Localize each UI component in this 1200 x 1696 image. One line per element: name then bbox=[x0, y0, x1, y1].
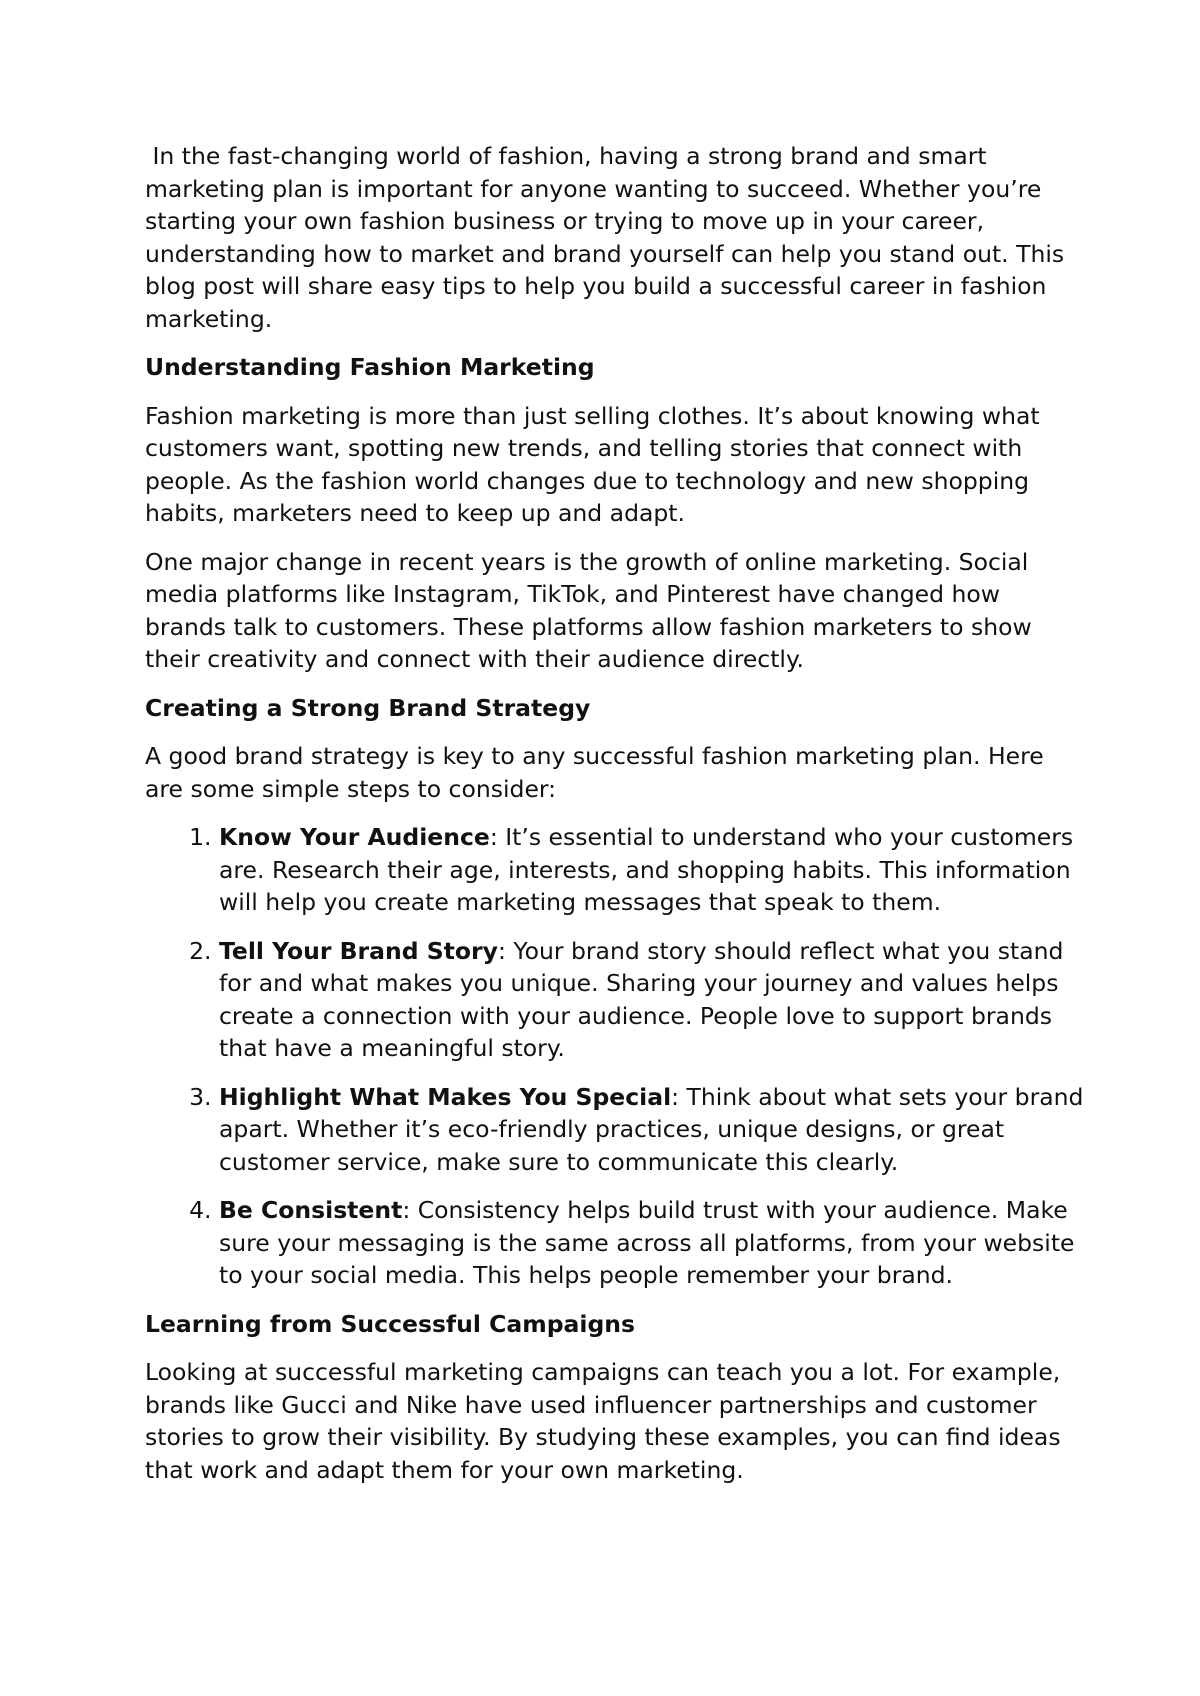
list-item-text: : Your brand story should reflect what you stand for and what makes you unique. Sharing your journey and values helps create a connection with your audience. People love to support brands that have a meaningful story. bbox=[219, 936, 1064, 1062]
list-item-text: : Consistency helps build trust with your audience. Make sure your messaging is the same across all platforms, from your website to your social media. This helps people remember your brand. bbox=[219, 1196, 1075, 1289]
list-item-title: Be Consistent bbox=[219, 1196, 403, 1224]
section-heading-brand-strategy: Creating a Strong Brand Strategy bbox=[145, 693, 591, 722]
list-item bbox=[219, 821, 1085, 919]
section-heading-campaigns: Learning from Successful Campaigns bbox=[145, 1309, 635, 1338]
list-item bbox=[219, 1194, 1085, 1292]
document-page bbox=[145, 140, 1085, 1502]
section-heading-understanding: Understanding Fashion Marketing bbox=[145, 353, 595, 381]
list-item bbox=[219, 1081, 1085, 1179]
body-paragraph: Looking at successful marketing campaigns can teach you a lot. For example, brands like Gucci and Nike have used influencer partnerships and customer stories to grow their visibility. By studying these examples, you can find ideas that work and adapt them for your own marketing. bbox=[145, 1358, 1061, 1484]
list-item bbox=[219, 935, 1085, 1065]
body-paragraph: One major change in recent years is the growth of online marketing. Social media platforms like Instagram, TikTok, and Pinterest have changed how brands talk to customers. These platforms allow fashion marketers to show their creativity and connect with their audience directly. bbox=[145, 547, 1032, 673]
body-paragraph: Fashion marketing is more than just selling clothes. It’s about knowing what customers want, spotting new trends, and telling stories that connect with people. As the fashion world changes due to technology and new shopping habits, marketers need to keep up and adapt. bbox=[145, 401, 1040, 527]
steps-list bbox=[145, 821, 1085, 1292]
list-item-title: Tell Your Brand Story bbox=[219, 936, 498, 965]
list-item-title: Know Your Audience bbox=[219, 823, 490, 851]
intro-paragraph: In the fast-changing world of fashion, having a strong brand and smart marketing plan is important for anyone wanting to succeed. Whether you’re starting your own fashion business or trying to move up in your career, understanding how to market and brand yourself can help you stand out. This blog post will share easy tips to help you build a successful career in fashion marketing. bbox=[145, 142, 1072, 333]
list-item-text: : Think about what sets your brand apart. Whether it’s eco-friendly practices, unique designs, or great customer service, make sure to communicate this clearly. bbox=[219, 1082, 1084, 1176]
body-paragraph: A good brand strategy is key to any successful fashion marketing plan. Here are some simple steps to consider: bbox=[145, 742, 1044, 803]
list-item-title: Highlight What Makes You Special bbox=[219, 1082, 672, 1111]
list-item-text: : It’s essential to understand who your customers are. Research their age, interests, and shopping habits. This information will help you create marketing messages that speak to them. bbox=[219, 823, 1074, 916]
